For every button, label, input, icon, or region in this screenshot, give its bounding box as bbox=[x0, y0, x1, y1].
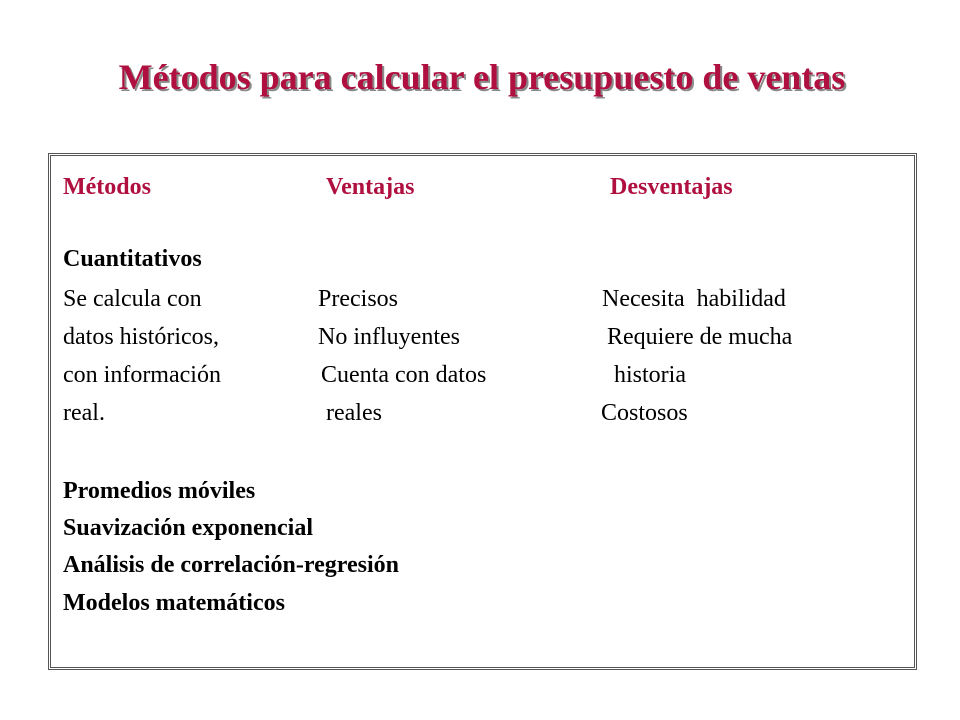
row-method: con información bbox=[63, 362, 221, 388]
technique-item: Modelos matemáticos bbox=[63, 590, 285, 616]
technique-item: Promedios móviles bbox=[63, 478, 256, 504]
row-disadvantage: Requiere de mucha bbox=[607, 324, 793, 350]
row-advantage: reales bbox=[326, 400, 382, 426]
header-methods: Métodos bbox=[63, 174, 151, 200]
row-method: real. bbox=[63, 400, 105, 426]
technique-item: Análisis de correlación-regresión bbox=[63, 552, 399, 578]
row-disadvantage: Costosos bbox=[601, 400, 688, 426]
row-disadvantage: historia bbox=[614, 362, 686, 388]
section-title: Cuantitativos bbox=[63, 246, 202, 272]
row-advantage: Precisos bbox=[318, 286, 398, 312]
page-title: Métodos para calcular el presupuesto de ventas bbox=[118, 57, 846, 97]
header-disadvantages: Desventajas bbox=[610, 174, 733, 200]
header-advantages: Ventajas bbox=[326, 174, 415, 200]
row-method: Se calcula con bbox=[63, 286, 202, 312]
row-advantage: Cuenta con datos bbox=[321, 362, 487, 388]
row-advantage: No influyentes bbox=[318, 324, 460, 350]
row-method: datos históricos, bbox=[63, 324, 219, 350]
row-disadvantage: Necesita habilidad bbox=[602, 286, 786, 312]
technique-item: Suavización exponencial bbox=[63, 515, 314, 541]
